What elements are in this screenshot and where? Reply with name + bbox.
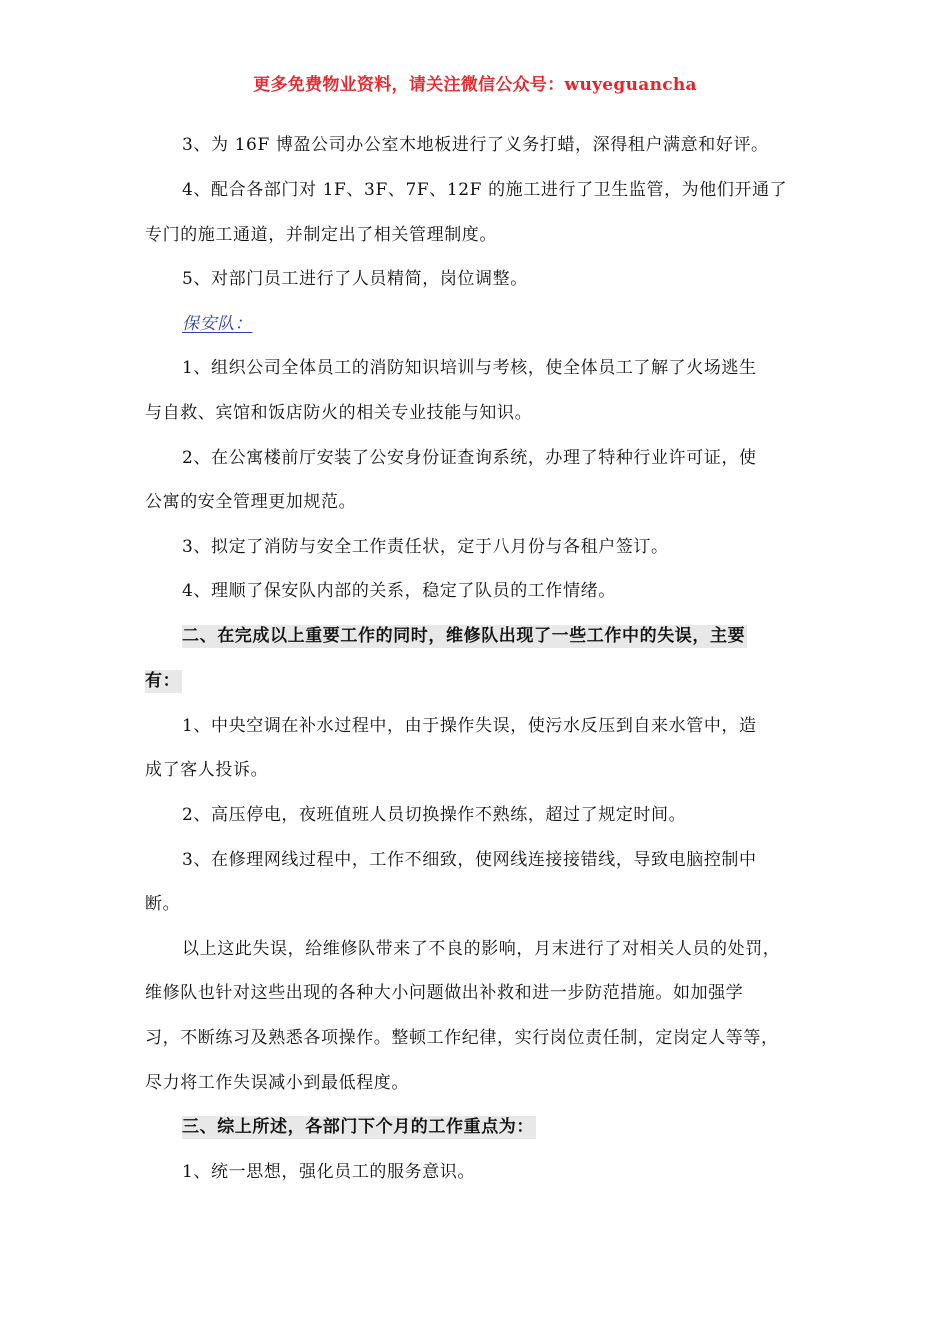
heading-text: 有： xyxy=(145,671,181,691)
paragraph-line: 习，不断练习及熟悉各项操作。整顿工作纪律，实行岗位责任制，定岗定人等等， xyxy=(145,1028,779,1048)
paragraph-line: 1、组织公司全体员工的消防知识培训与考核，使全体员工了解了火场逃生 xyxy=(182,358,757,378)
section-heading-2 xyxy=(182,625,852,647)
heading-text: 二、在完成以上重要工作的同时，维修队出现了一些工作中的失误，主要 xyxy=(182,626,746,646)
paragraph-line: 断。 xyxy=(145,894,181,914)
paragraph-line: 5、对部门员工进行了人员精简，岗位调整。 xyxy=(182,269,528,289)
paragraph-line: 2、高压停电，夜班值班人员切换操作不熟练，超过了规定时间。 xyxy=(182,805,687,825)
paragraph-line: 1、中央空调在补水过程中，由于操作失误，使污水反压到自来水管中，造 xyxy=(182,716,757,736)
paragraph-line: 2、在公寓楼前厅安装了公安身份证查询系统，办理了特种行业许可证，使 xyxy=(182,448,757,468)
promo-header: 更多免费物业资料，请关注微信公众号：wuyeguancha xyxy=(253,75,697,95)
paragraph-line: 3、在修理网线过程中，工作不细致，使网线连接接错线，导致电脑控制中 xyxy=(182,850,757,870)
paragraph-line: 4、理顺了保安队内部的关系，稳定了队员的工作情绪。 xyxy=(182,581,616,601)
section-heading-3 xyxy=(182,1116,852,1138)
heading-text: 三、综上所述，各部门下个月的工作重点为： xyxy=(182,1117,534,1137)
paragraph-line: 尽力将工作失误减小到最低程度。 xyxy=(145,1073,409,1093)
security-team-heading: 保安队： xyxy=(182,314,253,334)
paragraph-line: 3、拟定了消防与安全工作责任状，定于八月份与各租户签订。 xyxy=(182,537,669,557)
paragraph-line: 成了客人投诉。 xyxy=(145,760,269,780)
section-heading-2-cont xyxy=(145,670,815,692)
paragraph-line: 以上这此失误，给维修队带来了不良的影响，月末进行了对相关人员的处罚， xyxy=(182,939,781,959)
section-title-security xyxy=(182,313,812,335)
paragraph-line: 专门的施工通道，并制定出了相关管理制度。 xyxy=(145,225,497,245)
paragraph-line: 4、配合各部门对 1F、3F、7F、12F 的施工进行了卫生监管，为他们开通了 xyxy=(182,180,788,200)
paragraph-line: 维修队也针对这些出现的各种大小问题做出补救和进一步防范措施。如加强学 xyxy=(145,983,744,1003)
paragraph-line: 1、统一思想，强化员工的服务意识。 xyxy=(182,1162,476,1182)
paragraph-line: 与自救、宾馆和饭店防火的相关专业技能与知识。 xyxy=(145,403,533,423)
paragraph-line: 3、为 16F 博盈公司办公室木地板进行了义务打蜡，深得租户满意和好评。 xyxy=(182,135,769,155)
paragraph-line: 公寓的安全管理更加规范。 xyxy=(145,492,357,512)
